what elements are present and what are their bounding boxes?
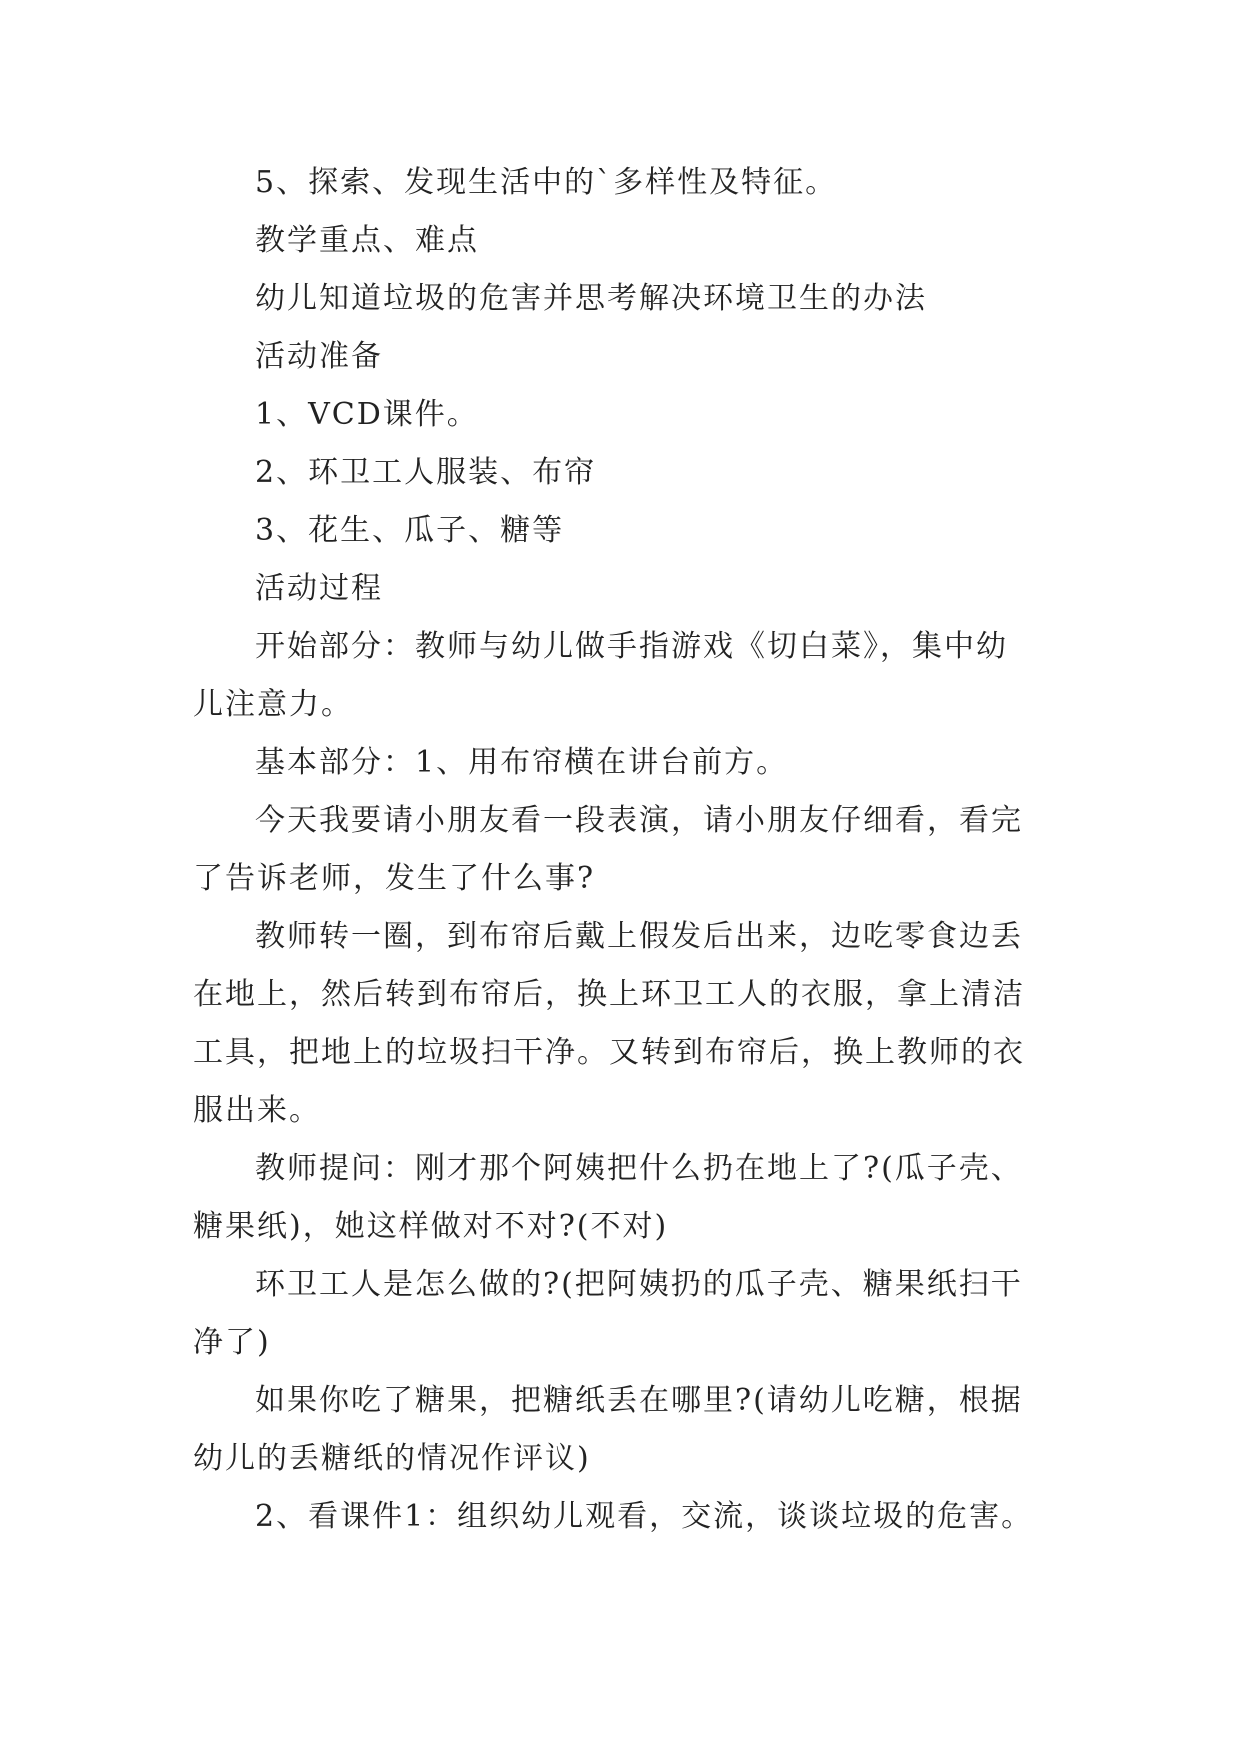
heading-key-points: 教学重点、难点 [255, 223, 479, 258]
paragraph-question-3 [193, 1372, 1073, 1488]
prep-item-3: 3、花生、瓜子、糖等 [255, 513, 565, 548]
text-line: 了告诉老师，发生了什么事? [193, 861, 596, 896]
text-line: 教师转一圈，到布帘后戴上假发后出来，边吃零食边丢 [255, 919, 1023, 954]
paragraph-opening [193, 618, 1073, 734]
paragraph-performance-intro [193, 792, 1073, 908]
text-line: 2、看课件1：组织幼儿观看，交流，谈谈垃圾的危害。 [255, 1499, 1034, 1534]
text-line: 在地上，然后转到布帘后，换上环卫工人的衣服，拿上清洁 [193, 977, 1025, 1012]
paragraph-key-points: 幼儿知道垃圾的危害并思考解决环境卫生的办法 [255, 281, 927, 316]
prep-item-1: 1、VCD课件。 [255, 397, 479, 432]
text-line: 教师提问：刚才那个阿姨把什么扔在地上了?(瓜子壳、 [255, 1151, 1023, 1186]
text-line: 净了) [193, 1325, 271, 1360]
text-line: 环卫工人是怎么做的?(把阿姨扔的瓜子壳、糖果纸扫干 [255, 1267, 1023, 1302]
paragraph-question-1 [193, 1140, 1073, 1256]
text-line: 儿注意力。 [193, 687, 353, 722]
paragraph-question-2 [193, 1256, 1073, 1372]
paragraph-basic [193, 734, 1073, 792]
text-line: 今天我要请小朋友看一段表演，请小朋友仔细看，看完 [255, 803, 1023, 838]
paragraph-goal-5: 5、探索、发现生活中的`多样性及特征。 [255, 165, 838, 200]
prep-item-2: 2、环卫工人服装、布帘 [255, 455, 597, 490]
text-line: 开始部分：教师与幼儿做手指游戏《切白菜》，集中幼 [255, 629, 1008, 664]
text-line: 幼儿的丢糖纸的情况作评议) [193, 1441, 591, 1476]
paragraph-courseware [193, 1488, 1073, 1546]
text-line: 如果你吃了糖果，把糖纸丢在哪里?(请幼儿吃糖，根据 [255, 1383, 1023, 1418]
text-line: 工具，把地上的垃圾扫干净。又转到布帘后，换上教师的衣 [193, 1035, 1025, 1070]
heading-preparation: 活动准备 [255, 339, 383, 374]
paragraph-performance [193, 908, 1073, 1140]
text-line: 糖果纸)，她这样做对不对?(不对) [193, 1209, 669, 1244]
document-body [193, 154, 1073, 1546]
text-line: 服出来。 [193, 1093, 321, 1128]
heading-process: 活动过程 [255, 571, 383, 606]
text-line: 基本部分：1、用布帘横在讲台前方。 [255, 745, 789, 780]
